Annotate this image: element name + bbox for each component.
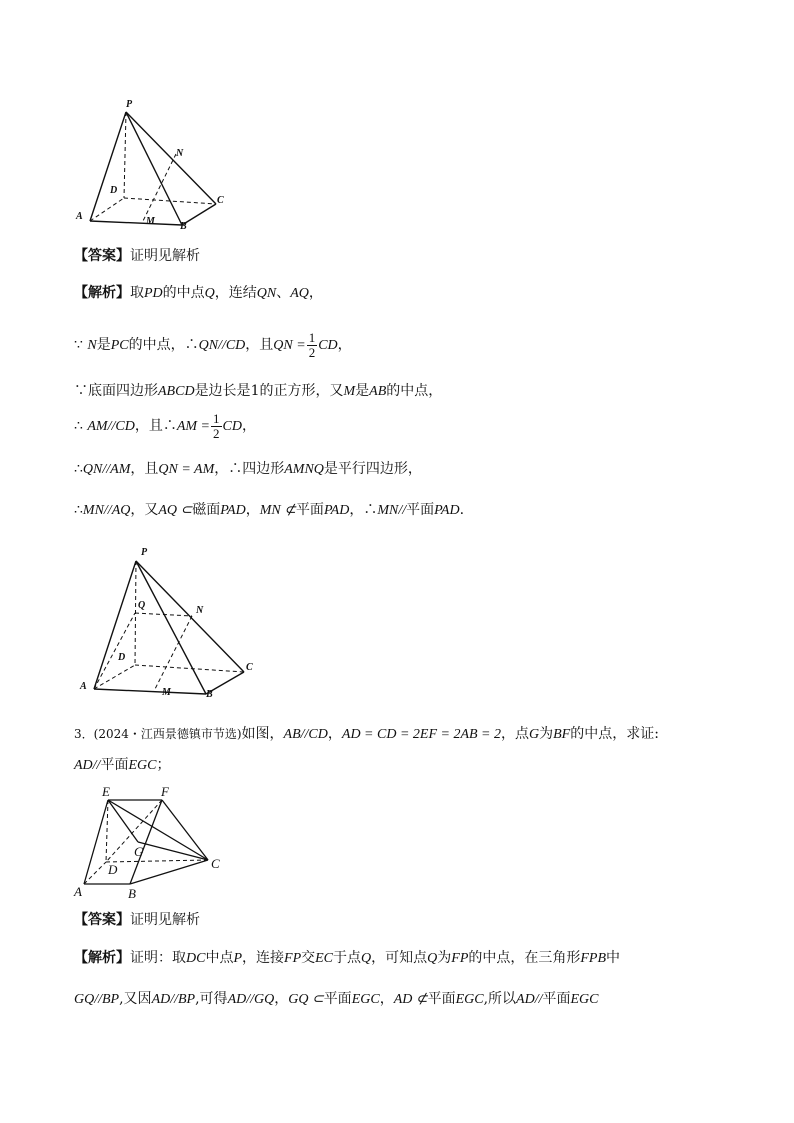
fraction-denominator: 2 xyxy=(213,425,220,441)
math: PAD xyxy=(323,503,350,518)
math: Q xyxy=(204,286,215,301)
label-A: A xyxy=(74,884,82,899)
math: QN = AM xyxy=(158,462,215,477)
analysis-3-line-1 xyxy=(74,948,620,969)
text: ，可知点 xyxy=(371,950,428,966)
label-M: M xyxy=(146,216,155,227)
label-N: N xyxy=(196,605,204,616)
text: 如图， xyxy=(241,726,284,742)
label-D: D xyxy=(118,652,126,663)
analysis-1-line-3 xyxy=(74,381,442,402)
text: 是平行四边形， xyxy=(323,461,422,477)
text: ,可得 xyxy=(195,991,228,1007)
text: . xyxy=(459,502,465,518)
analysis-label: 【解析】 xyxy=(74,285,130,301)
math: AD// xyxy=(516,992,543,1007)
text: 的中点，∴ xyxy=(128,337,199,353)
text: 的中点， xyxy=(386,383,443,399)
label-Q: Q xyxy=(138,600,146,611)
text: 是边长是 xyxy=(194,383,251,399)
math: G xyxy=(529,727,540,742)
text: 是 xyxy=(355,383,370,399)
text: 取 xyxy=(130,285,144,301)
problem-3-line-2 xyxy=(74,755,170,776)
math: EGC xyxy=(455,992,484,1007)
math: P xyxy=(233,951,243,966)
text: ，点 xyxy=(501,726,529,742)
label-B: B xyxy=(128,886,136,901)
fraction xyxy=(211,412,222,441)
analysis-3-line-2 xyxy=(74,989,599,1010)
figure-3-solid xyxy=(70,782,230,902)
math: MN ⊄ xyxy=(259,503,296,518)
text: 平面 xyxy=(295,502,324,518)
text: 的中点 xyxy=(162,285,205,301)
answer-label: 【答案】 xyxy=(74,912,130,928)
text: ，∴四边形 xyxy=(214,461,285,477)
problem-source: (2024・江西景德镇市节选) xyxy=(93,727,242,741)
text: ， xyxy=(241,418,256,434)
text: 中点 xyxy=(205,950,234,966)
math: MN//AQ xyxy=(82,503,131,518)
math: AMNQ xyxy=(284,462,324,477)
label-D: D xyxy=(108,862,118,877)
text: ， xyxy=(327,726,342,742)
label-N: N xyxy=(176,148,184,159)
text: ，连结 xyxy=(214,285,257,301)
math: Q xyxy=(427,951,438,966)
text: 平面 xyxy=(100,757,129,773)
label-E: E xyxy=(102,784,110,799)
text: ， xyxy=(379,991,394,1007)
math: AD//GQ xyxy=(227,992,275,1007)
math: BF xyxy=(553,727,571,742)
pyramid-hidden-edges xyxy=(94,561,244,691)
text: ，又 xyxy=(130,502,159,518)
problem-number: 3． xyxy=(74,727,94,741)
math: GQ ⊂ xyxy=(288,992,324,1007)
math: AQ xyxy=(290,286,309,301)
analysis-1-line-2 xyxy=(74,328,352,363)
math: QN//AM xyxy=(82,462,131,477)
math: CD xyxy=(318,338,338,353)
math: MN// xyxy=(377,503,407,518)
text: 的中点，在三角形 xyxy=(468,950,581,966)
text: ， xyxy=(245,502,260,518)
math: FP xyxy=(451,951,469,966)
answer-label: 【答案】 xyxy=(74,248,130,264)
text: ， xyxy=(274,991,289,1007)
label-D: D xyxy=(110,185,118,196)
text: ,又因 xyxy=(119,991,152,1007)
math: Q xyxy=(361,951,372,966)
text: 的中点，求证: xyxy=(570,726,659,742)
label-A: A xyxy=(80,681,87,692)
text: 平面 xyxy=(323,991,352,1007)
math: GQ//BP xyxy=(74,992,120,1007)
label-C: C xyxy=(211,856,220,871)
math: EGC xyxy=(128,758,157,773)
math: AD//BP xyxy=(151,992,196,1007)
label-A: A xyxy=(76,211,83,222)
problem-3-line-1 xyxy=(74,724,659,745)
math: EGC xyxy=(570,992,599,1007)
text: ， xyxy=(337,337,352,353)
answer-text: 证明见解析 xyxy=(130,912,200,928)
label-F: F xyxy=(161,784,169,799)
text: ； xyxy=(156,757,171,773)
text: 于点 xyxy=(333,950,362,966)
answer-1 xyxy=(74,246,200,266)
math: AD// xyxy=(74,758,101,773)
text: 证明：取 xyxy=(130,950,186,966)
label-P: P xyxy=(126,99,133,110)
figure-1-pyramid xyxy=(70,95,240,230)
analysis-label: 【解析】 xyxy=(74,950,130,966)
label-B: B xyxy=(206,689,213,698)
text: 为 xyxy=(437,950,452,966)
analysis-1-line-6 xyxy=(74,500,464,521)
text: ，连接 xyxy=(242,950,285,966)
math: AQ ⊂ xyxy=(158,503,193,518)
text: 、 xyxy=(276,285,291,301)
text: ,所以 xyxy=(483,991,517,1007)
fraction xyxy=(307,331,318,360)
math: QN xyxy=(256,286,277,301)
text: ∴ xyxy=(74,418,83,434)
analysis-1-line-4 xyxy=(74,409,256,444)
answer-3 xyxy=(74,910,200,930)
label-G: G xyxy=(134,844,144,859)
math: FP xyxy=(284,951,302,966)
math: PAD xyxy=(220,503,246,518)
math: QN = xyxy=(273,338,306,353)
math: AM//CD xyxy=(87,419,135,434)
text: ，∴ xyxy=(349,502,378,518)
math: PAD xyxy=(434,503,460,518)
math: M xyxy=(343,384,356,399)
text: 平面 xyxy=(427,991,456,1007)
text: 平面 xyxy=(542,991,571,1007)
label-C: C xyxy=(217,195,224,206)
label-P: P xyxy=(141,547,148,558)
math: AD = CD = 2EF = 2AB = 2 xyxy=(341,727,501,742)
math: QN//CD xyxy=(198,338,246,353)
math: PD xyxy=(144,286,163,301)
pyramid-solid-edges xyxy=(94,561,244,694)
text: ，且 xyxy=(130,461,159,477)
label-C: C xyxy=(246,662,253,673)
figure-2-pyramid xyxy=(74,543,264,698)
math: AB//CD xyxy=(283,727,328,742)
text: ∴ xyxy=(74,502,83,518)
math: PC xyxy=(110,338,129,353)
label-M: M xyxy=(162,687,171,698)
fraction-denominator: 2 xyxy=(308,344,316,360)
analysis-1-line-1 xyxy=(74,283,323,304)
text: 是 xyxy=(96,337,111,353)
text: ，且∴ xyxy=(134,418,177,434)
solid-edges xyxy=(84,800,208,884)
text: 磁面 xyxy=(192,502,221,518)
math: DC xyxy=(186,951,206,966)
math: AB xyxy=(369,384,387,399)
fraction-numerator: 1 xyxy=(308,329,316,345)
text: 中 xyxy=(606,950,621,966)
label-B: B xyxy=(180,221,187,230)
text: ∴ xyxy=(74,461,83,477)
math: CD xyxy=(222,419,242,434)
text: 为 xyxy=(539,726,554,742)
math: ABCD xyxy=(158,384,195,399)
text: ∵底面四边形 xyxy=(74,383,158,399)
text: ， xyxy=(308,285,323,301)
math: N xyxy=(87,338,97,353)
text: 交 xyxy=(301,950,316,966)
text: 平面 xyxy=(406,502,435,518)
math: EC xyxy=(315,951,334,966)
text: 的正方形，又 xyxy=(259,383,344,399)
math: AM = xyxy=(176,419,210,434)
analysis-1-line-5 xyxy=(74,459,422,480)
fraction-numerator: 1 xyxy=(213,410,220,426)
text: ∵ xyxy=(74,337,83,353)
math: AD ⊄ xyxy=(393,992,428,1007)
text: ，且 xyxy=(245,337,274,353)
math: FPB xyxy=(580,951,607,966)
answer-text: 证明见解析 xyxy=(130,248,200,264)
math: EGC xyxy=(351,992,380,1007)
number: 1 xyxy=(250,383,260,399)
